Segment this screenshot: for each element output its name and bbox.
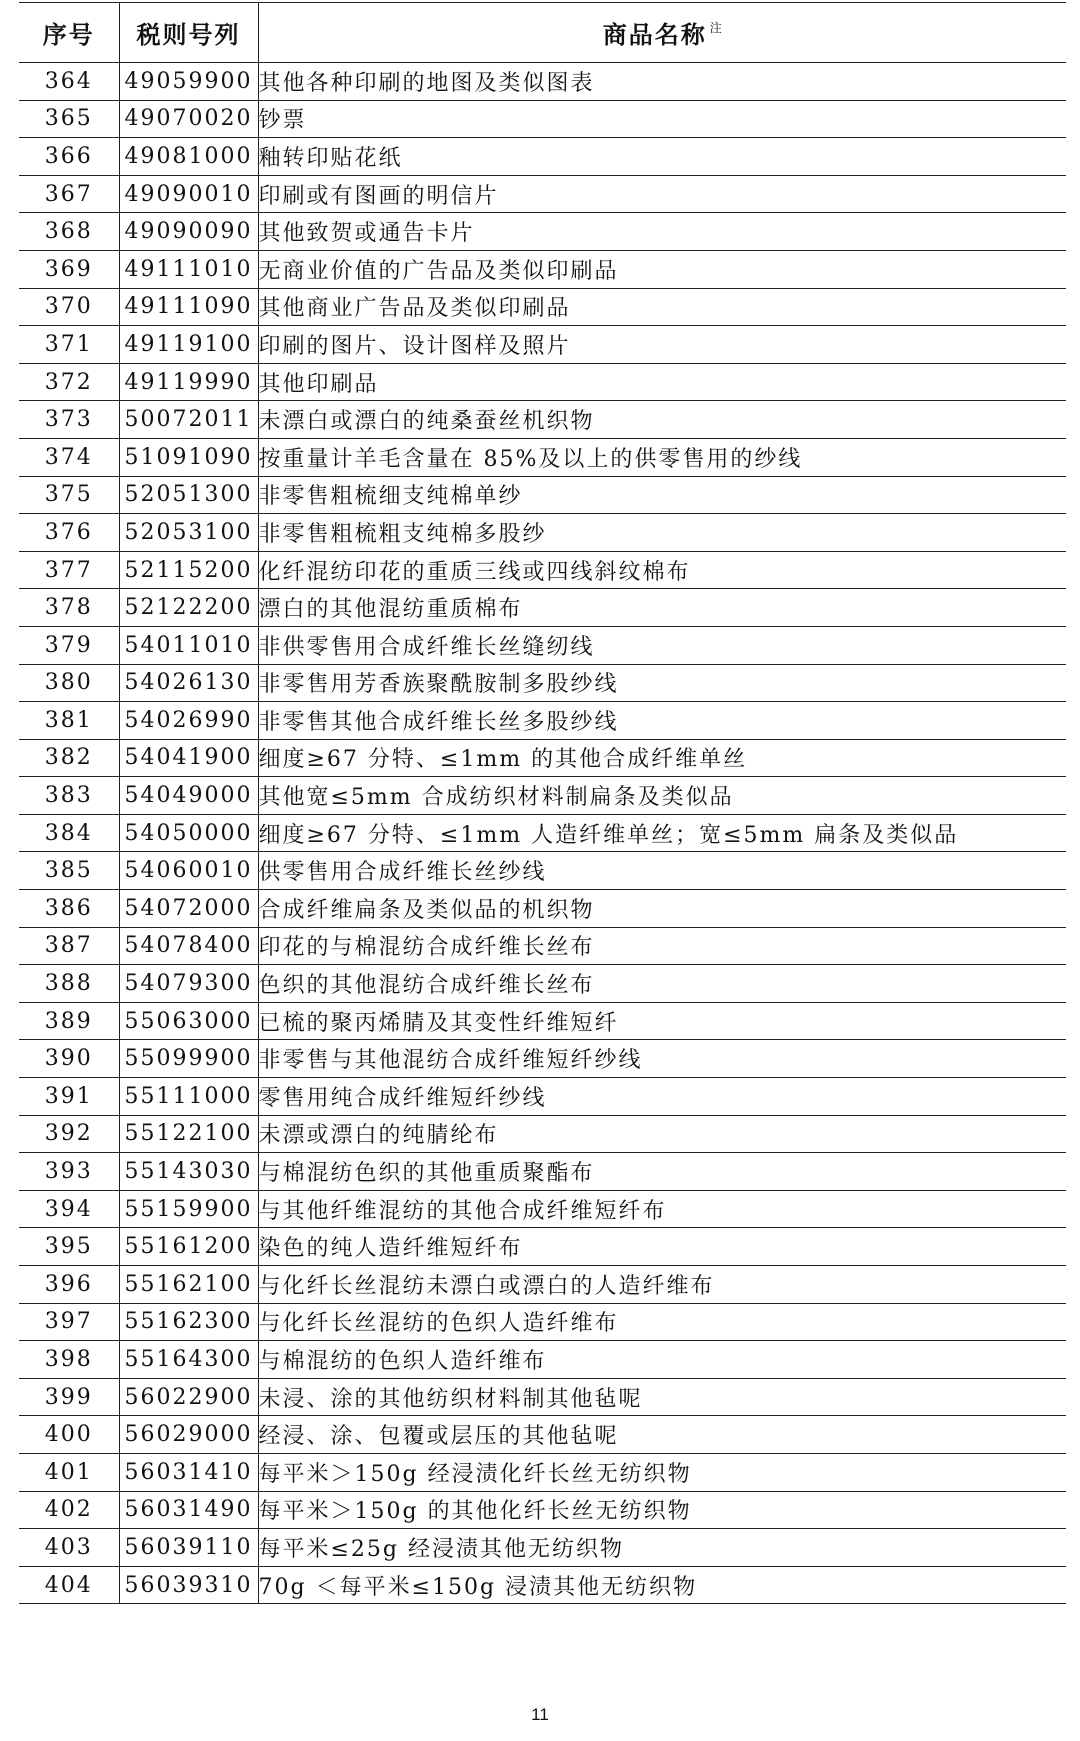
table-row — [19, 852, 1066, 890]
row-code: 54041900 — [119, 739, 258, 777]
row-seq: 370 — [19, 288, 119, 326]
row-seq: 397 — [19, 1303, 119, 1341]
table-row — [19, 476, 1066, 514]
row-name: 其他致贺或通告卡片 — [258, 213, 1066, 251]
table-row — [19, 814, 1066, 852]
row-name: 非零售粗梳细支纯棉单纱 — [258, 476, 1066, 514]
row-code: 54050000 — [119, 814, 258, 852]
row-seq: 404 — [19, 1566, 119, 1604]
table-row — [19, 326, 1066, 364]
row-code: 55099900 — [119, 1040, 258, 1078]
row-name: 其他各种印刷的地图及类似图表 — [258, 63, 1066, 101]
table-row — [19, 288, 1066, 326]
row-code: 55164300 — [119, 1341, 258, 1379]
row-name: 未漂白或漂白的纯桑蚕丝机织物 — [258, 401, 1066, 439]
row-code: 55162100 — [119, 1266, 258, 1304]
row-code: 54060010 — [119, 852, 258, 890]
table-header-row — [19, 3, 1066, 63]
row-code: 54026130 — [119, 664, 258, 702]
row-code: 55111000 — [119, 1078, 258, 1116]
row-name: 印刷或有图画的明信片 — [258, 175, 1066, 213]
row-seq: 400 — [19, 1416, 119, 1454]
row-seq: 391 — [19, 1078, 119, 1116]
row-name: 染色的纯人造纤维短纤布 — [258, 1228, 1066, 1266]
row-name: 其他宽≤5mm 合成纺织材料制扁条及类似品 — [258, 777, 1066, 815]
table-row — [19, 1115, 1066, 1153]
row-name: 与化纤长丝混纺的色织人造纤维布 — [258, 1303, 1066, 1341]
row-name: 合成纤维扁条及类似品的机织物 — [258, 890, 1066, 928]
row-seq: 395 — [19, 1228, 119, 1266]
row-code: 55143030 — [119, 1153, 258, 1191]
row-name: 漂白的其他混纺重质棉布 — [258, 589, 1066, 627]
row-name: 非零售用芳香族聚酰胺制多股纱线 — [258, 664, 1066, 702]
row-code: 54049000 — [119, 777, 258, 815]
row-code: 54011010 — [119, 626, 258, 664]
row-seq: 381 — [19, 702, 119, 740]
row-name: 与化纤长丝混纺未漂白或漂白的人造纤维布 — [258, 1266, 1066, 1304]
row-seq: 394 — [19, 1190, 119, 1228]
row-code: 49070020 — [119, 100, 258, 138]
row-name: 每平米＞150g 经浸渍化纤长丝无纺织物 — [258, 1453, 1066, 1491]
table-row — [19, 1378, 1066, 1416]
row-code: 55159900 — [119, 1190, 258, 1228]
table-body — [19, 63, 1066, 1604]
row-seq: 379 — [19, 626, 119, 664]
table-row — [19, 100, 1066, 138]
row-name: 釉转印贴花纸 — [258, 138, 1066, 176]
row-code: 56031490 — [119, 1491, 258, 1529]
row-seq: 393 — [19, 1153, 119, 1191]
row-name: 印刷的图片、设计图样及照片 — [258, 326, 1066, 364]
row-name: 70g ＜每平米≤150g 浸渍其他无纺织物 — [258, 1566, 1066, 1604]
row-seq: 403 — [19, 1529, 119, 1567]
table-row — [19, 514, 1066, 552]
row-code: 55162300 — [119, 1303, 258, 1341]
row-seq: 371 — [19, 326, 119, 364]
table-row — [19, 1190, 1066, 1228]
row-code: 51091090 — [119, 438, 258, 476]
table-row — [19, 1002, 1066, 1040]
header-code: 税则号列 — [119, 3, 258, 63]
row-seq: 396 — [19, 1266, 119, 1304]
table-row — [19, 1453, 1066, 1491]
row-seq: 392 — [19, 1115, 119, 1153]
row-code: 52051300 — [119, 476, 258, 514]
row-seq: 377 — [19, 551, 119, 589]
table-row — [19, 664, 1066, 702]
page-number: 11 — [531, 1705, 549, 1724]
row-seq: 380 — [19, 664, 119, 702]
table-row — [19, 589, 1066, 627]
row-name: 每平米≤25g 经浸渍其他无纺织物 — [258, 1529, 1066, 1567]
row-seq: 375 — [19, 476, 119, 514]
row-name: 非供零售用合成纤维长丝缝纫线 — [258, 626, 1066, 664]
header-name-cell — [258, 3, 1066, 63]
row-seq: 369 — [19, 250, 119, 288]
row-name: 其他印刷品 — [258, 363, 1066, 401]
table-row — [19, 1153, 1066, 1191]
row-seq: 364 — [19, 63, 119, 101]
row-seq: 399 — [19, 1378, 119, 1416]
row-code: 52115200 — [119, 551, 258, 589]
row-seq: 365 — [19, 100, 119, 138]
row-name: 印花的与棉混纺合成纤维长丝布 — [258, 927, 1066, 965]
row-name: 零售用纯合成纤维短纤纱线 — [258, 1078, 1066, 1116]
row-seq: 366 — [19, 138, 119, 176]
table-row — [19, 551, 1066, 589]
row-code: 49111090 — [119, 288, 258, 326]
row-seq: 373 — [19, 401, 119, 439]
table-row — [19, 1228, 1066, 1266]
table-row — [19, 401, 1066, 439]
row-name: 色织的其他混纺合成纤维长丝布 — [258, 965, 1066, 1003]
header-seq: 序号 — [19, 3, 119, 63]
table-row — [19, 175, 1066, 213]
tariff-table — [19, 2, 1066, 1604]
row-code: 54079300 — [119, 965, 258, 1003]
table-row — [19, 777, 1066, 815]
row-code: 49119100 — [119, 326, 258, 364]
table-row — [19, 890, 1066, 928]
row-name: 细度≥67 分特、≤1mm 人造纤维单丝；宽≤5mm 扁条及类似品 — [258, 814, 1066, 852]
row-code: 56039110 — [119, 1529, 258, 1567]
row-name: 按重量计羊毛含量在 85%及以上的供零售用的纱线 — [258, 438, 1066, 476]
row-code: 55063000 — [119, 1002, 258, 1040]
row-code: 49090090 — [119, 213, 258, 251]
table-row — [19, 1078, 1066, 1116]
row-name: 非零售与其他混纺合成纤维短纤纱线 — [258, 1040, 1066, 1078]
row-name: 已梳的聚丙烯腈及其变性纤维短纤 — [258, 1002, 1066, 1040]
row-name: 经浸、涂、包覆或层压的其他毡呢 — [258, 1416, 1066, 1454]
table-row — [19, 702, 1066, 740]
table-row — [19, 63, 1066, 101]
row-seq: 390 — [19, 1040, 119, 1078]
row-seq: 385 — [19, 852, 119, 890]
row-seq: 387 — [19, 927, 119, 965]
row-name: 化纤混纺印花的重质三线或四线斜纹棉布 — [258, 551, 1066, 589]
row-code: 54026990 — [119, 702, 258, 740]
table-row — [19, 1040, 1066, 1078]
row-code: 56022900 — [119, 1378, 258, 1416]
row-name: 非零售其他合成纤维长丝多股纱线 — [258, 702, 1066, 740]
row-code: 56039310 — [119, 1566, 258, 1604]
table-row — [19, 250, 1066, 288]
table-row — [19, 965, 1066, 1003]
table-row — [19, 1566, 1066, 1604]
row-name: 未浸、涂的其他纺织材料制其他毡呢 — [258, 1378, 1066, 1416]
row-name: 供零售用合成纤维长丝纱线 — [258, 852, 1066, 890]
row-seq: 372 — [19, 363, 119, 401]
row-seq: 376 — [19, 514, 119, 552]
table-row — [19, 739, 1066, 777]
row-name: 每平米＞150g 的其他化纤长丝无纺织物 — [258, 1491, 1066, 1529]
table-row — [19, 438, 1066, 476]
row-name: 与其他纤维混纺的其他合成纤维短纤布 — [258, 1190, 1066, 1228]
row-seq: 386 — [19, 890, 119, 928]
table-row — [19, 138, 1066, 176]
table-row — [19, 626, 1066, 664]
row-code: 55161200 — [119, 1228, 258, 1266]
row-code: 56029000 — [119, 1416, 258, 1454]
row-seq: 389 — [19, 1002, 119, 1040]
row-seq: 378 — [19, 589, 119, 627]
row-seq: 398 — [19, 1341, 119, 1379]
header-name: 商品名称 — [602, 21, 707, 49]
row-name: 无商业价值的广告品及类似印刷品 — [258, 250, 1066, 288]
table-row — [19, 1416, 1066, 1454]
table-row — [19, 363, 1066, 401]
row-name: 与棉混纺色织的其他重质聚酯布 — [258, 1153, 1066, 1191]
row-code: 49081000 — [119, 138, 258, 176]
table-row — [19, 213, 1066, 251]
row-name: 未漂或漂白的纯腈纶布 — [258, 1115, 1066, 1153]
row-seq: 388 — [19, 965, 119, 1003]
row-seq: 402 — [19, 1491, 119, 1529]
row-code: 54078400 — [119, 927, 258, 965]
table-row — [19, 1303, 1066, 1341]
table-row — [19, 1341, 1066, 1379]
row-code: 52122200 — [119, 589, 258, 627]
row-name: 其他商业广告品及类似印刷品 — [258, 288, 1066, 326]
row-code: 56031410 — [119, 1453, 258, 1491]
row-code: 49059900 — [119, 63, 258, 101]
row-name: 钞票 — [258, 100, 1066, 138]
table-row — [19, 1266, 1066, 1304]
row-code: 52053100 — [119, 514, 258, 552]
row-code: 49119990 — [119, 363, 258, 401]
table-row — [19, 927, 1066, 965]
row-code: 50072011 — [119, 401, 258, 439]
header-name-note: 注 — [709, 21, 722, 35]
row-seq: 383 — [19, 777, 119, 815]
row-code: 54072000 — [119, 890, 258, 928]
row-seq: 367 — [19, 175, 119, 213]
table-row — [19, 1491, 1066, 1529]
row-seq: 382 — [19, 739, 119, 777]
row-seq: 374 — [19, 438, 119, 476]
row-code: 49111010 — [119, 250, 258, 288]
row-code: 55122100 — [119, 1115, 258, 1153]
row-code: 49090010 — [119, 175, 258, 213]
row-seq: 368 — [19, 213, 119, 251]
row-name: 与棉混纺的色织人造纤维布 — [258, 1341, 1066, 1379]
row-seq: 384 — [19, 814, 119, 852]
row-name: 非零售粗梳粗支纯棉多股纱 — [258, 514, 1066, 552]
row-name: 细度≥67 分特、≤1mm 的其他合成纤维单丝 — [258, 739, 1066, 777]
table-row — [19, 1529, 1066, 1567]
row-seq: 401 — [19, 1453, 119, 1491]
